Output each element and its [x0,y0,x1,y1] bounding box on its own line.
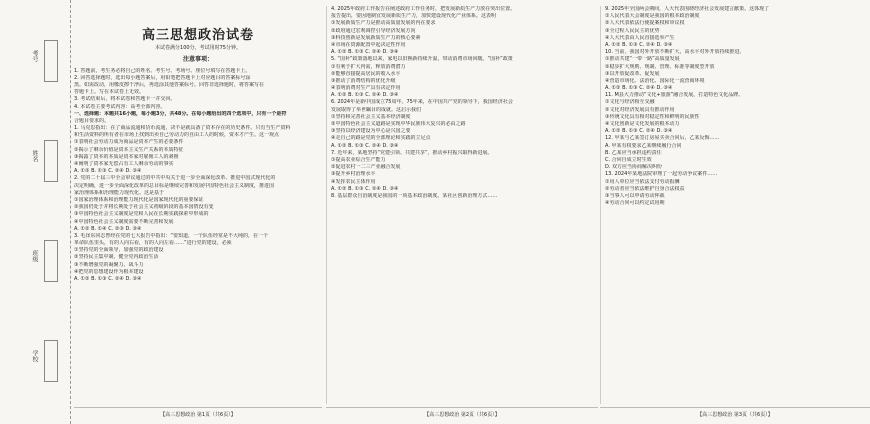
text-line: 12. 甲某与乙某签订房屋买卖合同后，乙某反悔…… [605,135,720,142]
text-line: A. ①② B. ①④ C. ②③ D. ③④ [74,225,142,232]
text-line: ③提升乡村治理水平 [331,171,376,178]
text-line: ④发挥农民主体作用 [331,178,376,185]
text-line: ①坚持党的全面领导，加强党的政治建设 [74,247,164,254]
text-line: ①人民代表大会制度是我国的根本政治制度 [605,13,700,20]
text-line: ④表明消费对生产具有决定作用 [331,85,401,92]
text-line: ④中国特色社会主义制度需要不断完善和发展 [74,218,174,225]
text-line: ②促进农村一二三产业融合发展 [331,164,401,171]
text-line: ②人大代表依法行使提案权和审议权 [605,20,685,27]
text-line: ①提高农业综合生产能力 [331,156,386,163]
text-line: ③当事人可以申请劳动仲裁 [605,192,665,199]
text-line: A. 甲某有权要求乙某继续履行合同 [605,142,682,149]
column-1 [74,6,322,404]
text-line: ③传统文化具有相对稳定性和鲜明的民族性 [605,113,700,120]
text-line: A. ①② B. ①③ C. ②④ D. ③④ [74,168,142,175]
text-line: B. 乙某应当承担违约责任 [605,149,662,156]
text-line: ③全过程人民民主的优势 [605,27,660,34]
text-line: A. ①② B. ①③ C. ②④ D. ③④ [74,276,142,283]
text-line: ②揭示了剩余价值是资本主义生产关系的本质特征 [74,146,184,153]
text-line: 一、选择题：本题共16小题，每小题3分，共48分。在每小题给出的四个选项中，只有一个是符 [74,110,287,117]
text-line: 家治理体系和治理能力现代化。这是基于 [74,189,165,196]
page-footer-1: 【高三思想政治 第1页（共6页）】 [74,407,322,422]
text-line: ④走自己的路是党的全部理论和实践的立足点 [331,135,431,142]
text-line: 2. 党的二十届三中全会审议通过的中共中央关于进一步全面深化改革、推进中国式现代化的 [74,175,276,182]
text-line: 4. 本试卷主要考试内容：高考全部内容。 [74,103,166,110]
text-line: 革命队伍里头，有的人向右看，有的人向左看……”进行党的建设，必须 [74,240,232,247]
binding-label-school: 学校 [31,350,38,362]
text-line: ④把党的思想建设作为根本建设 [74,268,144,275]
binding-margin [0,0,71,424]
page-footer-3: 【高三思想政治 第3页（共6页）】 [600,407,870,422]
text-line: 8. 基层群众自治制度是我国的一项基本政治制度。某社区创新治理方式…… [331,192,498,199]
text-line: D. 双方应当协商解决纠纷 [605,164,663,171]
text-line: A. ①② B. ①③ C. ②④ D. ③④ [605,128,673,135]
text-line: 黑。如需改动，用橡皮擦干净后，再选涂其他答案标号。回答非选择题时，将答案写在 [74,81,265,88]
text-line: ④市场在资源配置中起决定性作用 [331,41,406,48]
text-line: 5. “国补”政策落地以来，家电以旧换新持续升温，带动消费市场回暖。“国补”政策 [331,56,513,63]
text-line: ③中国特色社会主义制度是党和人民在长期实践探索中形成的 [74,211,209,218]
text-line: ③以开放促改革、促发展 [605,70,660,77]
text-line: 答题卡上。写在本试卷上无效。 [74,89,145,96]
binding-box [44,40,58,82]
notice-heading: 注意事项： [182,56,213,64]
column-3-text [605,6,870,207]
text-line: ①坚持和完善社会主义基本经济制度 [331,113,411,120]
text-line: 4. 2025年政府工作报告在阐述政府工作任务时，把发展新质生产力放在突出位置。 [331,6,516,12]
text-line: ③揭露了资本的本质是资本家对雇佣工人的剥削 [74,153,179,160]
text-line: ②坚持民主集中制，健全党内政治生活 [74,254,159,261]
text-line: ①国家治理体系和治理能力现代化是国家现代化的重要保证 [74,196,204,203]
text-line: ③坚持以经济建设为中心是兴国之要 [331,128,411,135]
text-line: A. ①② B. ①③ C. ②④ D. ③④ [331,142,399,149]
binding-label-name: 姓名 [31,150,38,162]
binding-box [44,140,58,182]
text-line: ④人大代表由人民直接选举产生 [605,34,675,41]
binding-box [44,340,58,382]
column-3 [600,6,870,404]
text-line: ③推动了消费结构的优化升级 [331,77,396,84]
page-footer-2: 【高三思想政治 第2页（共6页）】 [326,407,598,422]
text-line: 发展取得了举世瞩目的成就。这启示我们 [331,106,422,113]
text-line: 7. 近年来，某地坚持“党建引领、共建共享”，推动乡村振兴取得新进展。 [331,149,493,156]
text-line: ④劳动合同可以约定试用期 [605,200,665,207]
text-line: 合题目要求的。 [74,117,110,124]
text-line: ③不断增强党的凝聚力、战斗力 [74,261,144,268]
text-line: 3. 考试结束后，将本试卷和答题卡一并交回。 [74,96,176,103]
text-line: ②稳步扩大规则、规制、管理、标准等制度型开放 [605,63,715,70]
column-1-text [74,68,322,284]
text-line: ①推动共建“一带一路”高质量发展 [605,56,680,63]
text-line: 11. M县大力推动“文化+旅游”融合发展，打造特色文化品牌。 [605,92,744,99]
text-line: ①用人单位应当依法支付劳动报酬 [605,178,680,185]
text-line: 9. 2025年全国两会期间，人大代表围绕经济社会发展建言献策。这体现了 [605,6,770,12]
text-line: ④文化创新是文化发展的根本动力 [605,121,680,127]
text-line: ②能够直接提高居民的收入水平 [331,70,401,77]
text-line: C. 合同自成立时生效 [605,156,652,163]
text-line: 决定明确，进一步全面深化改革的总目标是继续完善和发展中国特色社会主义制度，推进国 [74,182,275,189]
text-line: 报告提出，要因地制宜发展新质生产力，加快建设现代化产业体系。这表明 [331,13,497,20]
exam-meta: 本试卷满分100分，考试用时75分钟。 [155,45,241,52]
binding-box [44,240,58,282]
text-line: A. ①② B. ①③ C. ②④ D. ③④ [605,85,673,92]
column-2-text [331,6,599,200]
text-line: 3. 毛泽东同志曾经在党的七大报告中指出：“要知道，一个队伍经常是不大纯的，在一个 [74,232,268,239]
binding-label-number: 考号 [31,50,38,62]
exam-title: 高三思想政治试卷 [141,28,254,43]
text-line: 1. 马克思指出：在了商品流通和货币流通，决不是就具备了资本存在的历史条件。只有当生产资料 [74,125,291,132]
text-line: ①文化与经济相互交融 [605,99,655,106]
text-line: A. ①② B. ①③ C. ②④ D. ③④ [331,185,399,192]
text-line: A. ①② B. ①③ C. ②④ D. ③④ [331,49,399,56]
text-line: ②政府通过宏观调控引导经济发展方向 [331,27,416,34]
text-line: 13. 2024年某地法院审理了一起劳动争议案件…… [605,171,718,178]
text-line: 1. 答题前，考生务必将自己的姓名、考生号、考场号、座位号填写在答题卡上。 [74,67,251,74]
text-line: ①有利于扩大内需，释放消费潜力 [331,63,406,70]
text-line: 2. 回答选择题时，选出每小题答案后，用铅笔把答题卡上对应题目的答案标号涂 [74,74,251,81]
text-line: 6. 2024年是新中国成立75周年。75年来，在中国共产党的领导下，我国经济社会 [331,99,513,106]
text-line: ②文化对经济发展具有推动作用 [605,106,675,113]
text-line: ①表明社会劳动力成为商品是资本产生的必要条件 [74,139,184,146]
text-line: ②劳动者应当依法维护自身合法权益 [605,185,685,192]
text-line: A. ①② B. ①③ C. ②④ D. ③④ [331,92,399,99]
text-line: ②中国特色社会主义道路是实现中华民族伟大复兴的必由之路 [331,121,466,127]
text-line: ①发展新质生产力是推动高质量发展的内在要求 [331,20,436,27]
text-line: A. ①② B. ①③ C. ②④ D. ③④ [605,41,673,48]
text-line: ②我国仍处于并将长期处于社会主义初级阶段的基本国情没有变 [74,204,214,211]
text-line: ④阐明了资本家无偿占有工人剩余劳动的事实 [74,161,174,168]
text-line: 和生活资料的所有者在市场上找到出卖自己劳动力的自由工人的时候，资本才产生。这一观点 [74,132,280,139]
text-line: ③科技创新是发展新质生产力的核心要素 [331,34,421,41]
column-2 [326,6,599,404]
binding-label-class: 班级 [31,250,38,262]
text-line: 10. 当前，我国对外开放不断扩大，高水平对外开放持续推进。 [605,49,745,56]
text-line: ④营造市场化、法治化、国际化一流营商环境 [605,77,705,84]
